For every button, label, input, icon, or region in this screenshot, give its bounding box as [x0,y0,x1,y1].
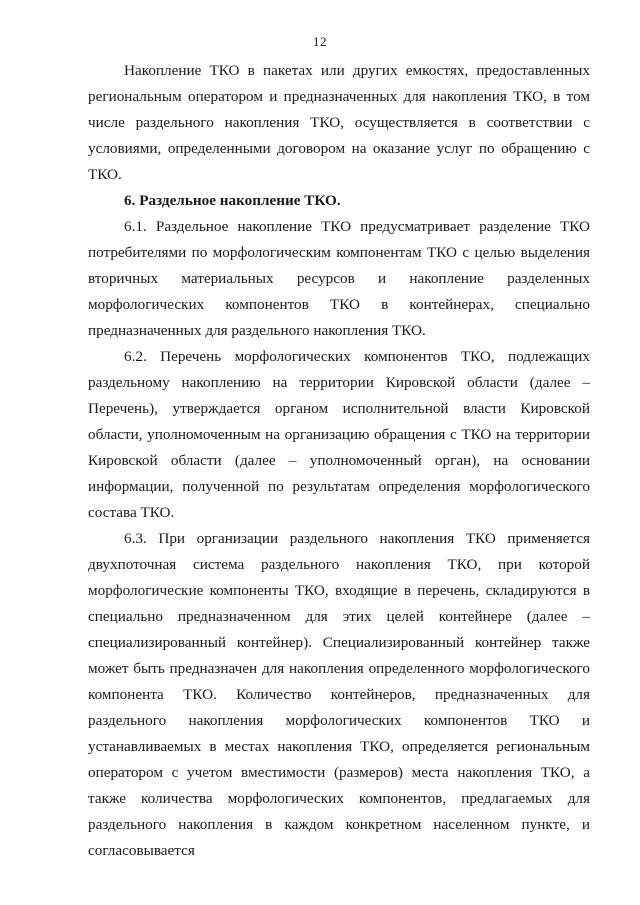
paragraph-6-1: 6.1. Раздельное накопление ТКО предусматривает разделение ТКО потребителями по морфологическим компонентам ТКО с целью выделения вторичных материальных ресурсов и накопление разделенных морфологических компонентов ТКО в контейнерах, специально предназначенных для раздельного накопления ТКО. [88,218,590,339]
section-heading: 6. Раздельное накопление ТКО. [124,192,341,209]
paragraph-intro: Накопление ТКО в пакетах или других емкостях, предоставленных региональным оператором и предназначенных для накопления ТКО, в том числе раздельного накопления ТКО, осуществляется в соответствии с условиями, определенными договором на оказание услуг по обращению с ТКО. [88,62,590,183]
paragraph-6-2: 6.2. Перечень морфологических компонентов ТКО, подлежащих раздельному накоплению на территории Кировской области (далее – Перечень), утверждается органом исполнительной власти Кировской области, уполномоченным на организацию обращения с ТКО на территории Кировской области (далее – уполномоченный орган), на основании информации, полученной по результатам определения морфологического состава ТКО. [88,348,590,521]
paragraph-6-3: 6.3. При организации раздельного накопления ТКО применяется двухпоточная система раздельного накопления ТКО, при которой морфологические компоненты ТКО, входящие в перечень, складируются в специально предназначенном для этих целей контейнере (далее – специализированный контейнер). Специализированный контейнер также может быть предназначен для накопления определенного морфологического компонента ТКО. Количество контейнеров, предназначенных для раздельного накопления морфологических компонентов ТКО и устанавливаемых в местах накопления ТКО, определяется региональным оператором с учетом вместимости (размеров) места накопления ТКО, а также количества морфологических компонентов, предлагаемых для раздельного накопления в каждом конкретном населенном пункте, и согласовывается [88,530,590,859]
document-body [88,58,590,864]
page-number: 12 [313,34,327,49]
